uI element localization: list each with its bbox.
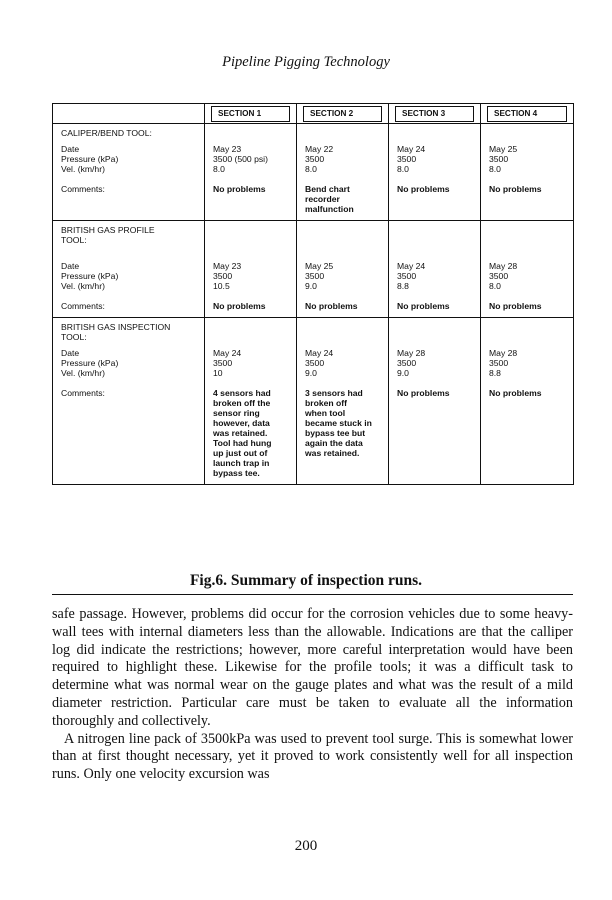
value-cell xyxy=(205,245,297,318)
row-label xyxy=(61,174,204,184)
cell-value: Bend chart xyxy=(305,184,350,194)
cell-value: 3500 xyxy=(305,358,325,368)
cell-value xyxy=(305,291,388,301)
spacer-cell xyxy=(205,318,297,343)
group-title-cell xyxy=(53,221,205,246)
cell-value: No problems xyxy=(213,184,266,194)
cell-value: May 23 xyxy=(213,261,242,271)
cell-value: 3500 (500 psi) xyxy=(213,154,268,164)
table-row xyxy=(53,245,574,318)
cell-value: 8.8 xyxy=(489,368,501,378)
inspection-summary-table xyxy=(52,103,574,485)
cell-value: 8.0 xyxy=(213,164,225,174)
row-label: Vel. (km/hr) xyxy=(61,164,105,174)
cell-value: 3500 xyxy=(397,358,417,368)
group-title-row xyxy=(53,221,574,246)
paragraph: safe passage. However, problems did occur for the corrosion vehicles due to some heavy-wall tees with internal diameters less than the allowable. Indications are that the calliper log did indicate the restrictions; however, more careful interpretation would have been required to highlight these. Likewise for the profile tools; it was a difficult task to determine what was normal wear on the gauge plates and what was the result of a mild diameter restriction. Particular care must be taken to evaluate all the information thoroughly and collectively. xyxy=(52,606,573,729)
row-label: Pressure (kPa) xyxy=(61,358,119,368)
value-cell xyxy=(389,138,481,221)
cell-value: 10 xyxy=(213,368,223,378)
value-cell xyxy=(389,245,481,318)
table-header-row xyxy=(53,104,574,124)
table-body xyxy=(53,124,574,485)
cell-value: 3500 xyxy=(213,271,233,281)
cell-value: May 28 xyxy=(489,348,518,358)
spacer-cell xyxy=(481,124,574,139)
page-number: 200 xyxy=(294,838,318,854)
paragraph: A nitrogen line pack of 3500kPa was used to prevent tool surge. This is somewhat lower than at first thought necessary, yet it proved to work consistently well for all inspection runs. Only one velocity excursion was xyxy=(52,730,573,783)
row-label: Comments: xyxy=(61,301,105,311)
value-cell xyxy=(481,138,574,221)
cell-value xyxy=(489,378,573,388)
group-title-cell xyxy=(53,318,205,343)
spacer-cell xyxy=(205,221,297,246)
running-head: Pipeline Pigging Technology xyxy=(222,54,390,70)
row-label: Comments: xyxy=(61,184,105,194)
cell-value: May 28 xyxy=(397,348,426,358)
cell-value: 3 sensors had xyxy=(305,388,363,398)
cell-value: 9.0 xyxy=(305,281,317,291)
cell-value: again the data xyxy=(305,438,363,448)
value-cell xyxy=(389,342,481,485)
row-label xyxy=(61,251,204,261)
row-label xyxy=(61,378,204,388)
spacer-cell xyxy=(205,124,297,139)
cell-value: 3500 xyxy=(489,358,509,368)
group-title: TOOL: xyxy=(61,332,87,342)
cell-value: May 23 xyxy=(213,144,242,154)
cell-value: sensor ring xyxy=(213,408,260,418)
row-labels-cell xyxy=(53,138,205,221)
cell-value: 3500 xyxy=(489,154,509,164)
cell-value xyxy=(397,174,480,184)
spacer-cell xyxy=(389,221,481,246)
cell-value xyxy=(213,174,296,184)
value-cell xyxy=(205,342,297,485)
row-label: Vel. (km/hr) xyxy=(61,368,105,378)
cell-value: No problems xyxy=(397,184,450,194)
group-title: BRITISH GAS INSPECTION xyxy=(61,322,171,332)
cell-value: No problems xyxy=(213,301,266,311)
cell-value xyxy=(305,174,388,184)
cell-value: bypass tee but xyxy=(305,428,366,438)
group-title: CALIPER/BEND TOOL: xyxy=(61,128,152,138)
cell-value: 3500 xyxy=(489,271,509,281)
cell-value: May 24 xyxy=(213,348,242,358)
spacer-cell xyxy=(481,318,574,343)
cell-value: Tool had hung xyxy=(213,438,272,448)
header-blank-cell xyxy=(53,104,205,124)
cell-value: 3500 xyxy=(397,271,417,281)
cell-value: 10.5 xyxy=(213,281,230,291)
cell-value: up just out of xyxy=(213,448,268,458)
cell-value: 8.0 xyxy=(397,164,409,174)
value-cell xyxy=(205,138,297,221)
cell-value: launch trap in xyxy=(213,458,270,468)
cell-value: however, data xyxy=(213,418,270,428)
cell-value: became stuck in xyxy=(305,418,372,428)
body-text xyxy=(52,606,573,784)
cell-value xyxy=(397,251,480,261)
cell-value xyxy=(213,251,296,261)
cell-value: 8.0 xyxy=(489,164,501,174)
cell-value: 4 sensors had xyxy=(213,388,271,398)
cell-value: May 24 xyxy=(397,261,426,271)
value-cell xyxy=(481,245,574,318)
row-label: Date xyxy=(61,348,80,358)
cell-value: No problems xyxy=(305,301,358,311)
cell-value: 8.8 xyxy=(397,281,409,291)
value-cell xyxy=(297,342,389,485)
row-label: Vel. (km/hr) xyxy=(61,281,105,291)
cell-value: May 25 xyxy=(305,261,334,271)
cell-value: May 25 xyxy=(489,144,518,154)
cell-value: No problems xyxy=(397,301,450,311)
cell-value: recorder xyxy=(305,194,340,204)
cell-value xyxy=(397,291,480,301)
table-row xyxy=(53,342,574,485)
spacer-cell xyxy=(297,318,389,343)
header-section-3: SECTION 3 xyxy=(389,104,481,124)
cell-value: 3500 xyxy=(397,154,417,164)
cell-value xyxy=(305,251,388,261)
cell-value: malfunction xyxy=(305,204,354,214)
spacer-cell xyxy=(481,221,574,246)
cell-value xyxy=(213,291,296,301)
row-labels-cell xyxy=(53,245,205,318)
cell-value xyxy=(489,291,573,301)
cell-value: broken off the xyxy=(213,398,271,408)
cell-value: May 24 xyxy=(305,348,334,358)
cell-value: 3500 xyxy=(305,154,325,164)
value-cell xyxy=(481,342,574,485)
cell-value xyxy=(489,174,573,184)
caption-rule xyxy=(52,594,573,595)
row-label: Comments: xyxy=(61,388,105,398)
cell-value: when tool xyxy=(305,408,346,418)
row-label: Date xyxy=(61,144,80,154)
cell-value: 3500 xyxy=(305,271,325,281)
cell-value: No problems xyxy=(489,388,542,398)
cell-value: was retained. xyxy=(213,428,268,438)
cell-value: May 28 xyxy=(489,261,518,271)
row-label xyxy=(61,291,204,301)
group-title-cell xyxy=(53,124,205,139)
spacer-cell xyxy=(389,124,481,139)
spacer-cell xyxy=(297,221,389,246)
header-section-1: SECTION 1 xyxy=(205,104,297,124)
table-row xyxy=(53,138,574,221)
figure-caption: Fig.6. Summary of inspection runs. xyxy=(189,572,423,589)
cell-value xyxy=(305,378,388,388)
row-label: Pressure (kPa) xyxy=(61,154,119,164)
cell-value xyxy=(397,378,480,388)
cell-value xyxy=(213,378,296,388)
cell-value: was retained. xyxy=(305,448,360,458)
spacer-cell xyxy=(297,124,389,139)
cell-value: 9.0 xyxy=(397,368,409,378)
cell-value: No problems xyxy=(397,388,450,398)
value-cell xyxy=(297,245,389,318)
cell-value: 3500 xyxy=(213,358,233,368)
cell-value: No problems xyxy=(489,184,542,194)
row-labels-cell xyxy=(53,342,205,485)
spacer-cell xyxy=(389,318,481,343)
cell-value: May 22 xyxy=(305,144,334,154)
cell-value xyxy=(489,251,573,261)
header-section-4: SECTION 4 xyxy=(481,104,574,124)
group-title-row xyxy=(53,124,574,139)
cell-value: May 24 xyxy=(397,144,426,154)
cell-value: No problems xyxy=(489,301,542,311)
header-section-2: SECTION 2 xyxy=(297,104,389,124)
row-label: Date xyxy=(61,261,80,271)
cell-value: bypass tee. xyxy=(213,468,260,478)
row-label: Pressure (kPa) xyxy=(61,271,119,281)
cell-value: 8.0 xyxy=(489,281,501,291)
cell-value: 9.0 xyxy=(305,368,317,378)
group-title: BRITISH GAS PROFILE xyxy=(61,225,155,235)
group-title-row xyxy=(53,318,574,343)
cell-value: broken off xyxy=(305,398,348,408)
value-cell xyxy=(297,138,389,221)
cell-value: 8.0 xyxy=(305,164,317,174)
group-title: TOOL: xyxy=(61,235,87,245)
